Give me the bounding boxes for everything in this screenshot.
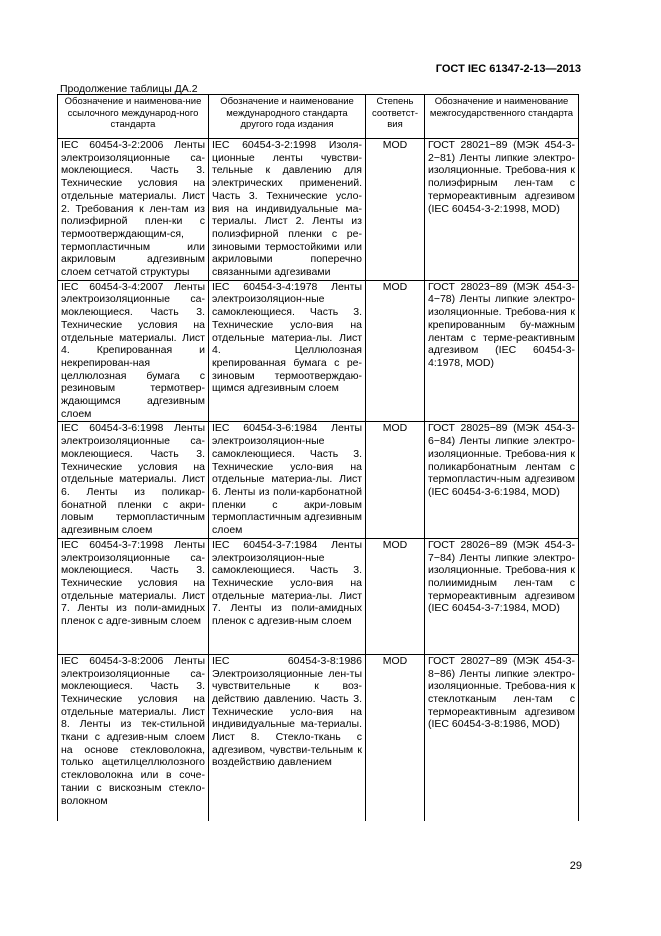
cell-degree: MOD [366, 654, 425, 821]
standards-table [57, 94, 579, 821]
cell-reference-standard: IEC 60454-3-7:1998 Ленты электроизоляционные са-моклеющиеся. Часть 3. Технические условия на отдельные материалы. Лист 7. Ленты из поли-амидных пленок с адге-зивным слоем [58, 538, 209, 654]
cell-other-year-standard: IEC 60454-3-4:1978 Ленты электроизоляцион-ные самоклеющиеся. Часть 3. Технические усло-вия на отдельные материа-лы. Лист 4. Целлюлозная крепированная бумага с ре-зиновым термоотверждаю-щимся адгезивным слоем [209, 280, 366, 422]
column-header-reference-standard: Обозначение и наименова-ние ссылочного международ-ного стандарта [58, 95, 209, 139]
table-row [58, 654, 579, 821]
cell-other-year-standard: IEC 60454-3-7:1984 Ленты электроизоляцион-ные самоклеющиеся. Часть 3. Технические усло-вия на отдельные материа-лы. Лист 7. Ленты из поли-амидных пленок с адгезив-ным слоем [209, 538, 366, 654]
cell-interstate-standard: ГОСТ 28025−89 (МЭК 454-3-6−84) Ленты липкие электро-изоляционные. Требова-ния к поликарбонатным лентам с термопластич-ным адгезивом (IEC 60454-3-6:1984, MOD) [425, 422, 579, 538]
column-header-other-year-standard: Обозначение и наименование международного стандарта другого года издания [209, 95, 366, 139]
cell-other-year-standard: IEC 60454-3-6:1984 Ленты электроизоляцион-ные самоклеющиеся. Часть 3. Технические усло-вия на отдельные материа-лы. Лист 6. Ленты из поли-карбонатной пленки с акри-ловым термопластичным адгезивным слоем [209, 422, 366, 538]
table-row [58, 538, 579, 654]
table-header-row [58, 95, 579, 139]
table-row [58, 280, 579, 422]
cell-interstate-standard: ГОСТ 28026−89 (МЭК 454-3-7−84) Ленты липкие электро-изоляционные. Требова-ния к полиимидным лен-там с термореактивным адгезивом (IEC 60454-3-7:1984, MOD) [425, 538, 579, 654]
column-header-interstate-standard: Обозначение и наименование межгосударственного стандарта [425, 95, 579, 139]
cell-degree: MOD [366, 422, 425, 538]
cell-interstate-standard: ГОСТ 28023−89 (МЭК 454-3-4−78) Ленты липкие электро-изоляционные. Требова-ния к крепированным бу-мажным лентам с терме-реактивным адгезивом (IEC 60454-3-4:1978, MOD) [425, 280, 579, 422]
table-row [58, 139, 579, 281]
cell-reference-standard: IEC 60454-3-6:1998 Ленты электроизоляционные са-моклеющиеся. Часть 3. Технические условия на отдельные материалы. Лист 6. Ленты из поликар-бонатной пленки с акри-ловым термопластичным адгезивным слоем [58, 422, 209, 538]
cell-degree: MOD [366, 538, 425, 654]
cell-degree: MOD [366, 280, 425, 422]
column-header-degree: Степень соответст-вия [366, 95, 425, 139]
cell-degree: MOD [366, 139, 425, 281]
cell-interstate-standard: ГОСТ 28027−89 (МЭК 454-3-8−86) Ленты липкие электро-изоляционные. Требова-ния к стеклотканым лен-там с термореактивным адгезивом (IEC 60454-3-8:1986, MOD) [425, 654, 579, 821]
cell-interstate-standard: ГОСТ 28021−89 (МЭК 454-3-2−81) Ленты липкие электро-изоляционные. Требова-ния к полиэфирным лен-там с термореактивным адгезивом (IEC 60454-3-2:1998, MOD) [425, 139, 579, 281]
table-row [58, 422, 579, 538]
page-number: 29 [569, 860, 582, 872]
table-caption: Продолжение таблицы ДА.2 [60, 83, 198, 95]
document-header: ГОСТ IEC 61347-2-13—2013 [435, 63, 581, 75]
cell-other-year-standard: IEC 60454-3-8:1986 Электроизоляционные лен-ты чувствительные к воз-действию давлению. Часть 3. Технические усло-вия на индивидуальные ма-териалы. Лист 8. Стекло-ткань с адгезивом, чувстви-тельным к воздействию давлением [209, 654, 366, 821]
cell-reference-standard: IEC 60454-3-2:2006 Ленты электроизоляционные са-моклеющиеся. Часть 3. Технические условия на отдельные материалы. Лист 2. Требования к лен-там из полиэфирной плен-ки с термоотверждающим-ся, термопластичным или акриловым адгезивным слоем сетчатой структуры [58, 139, 209, 281]
cell-other-year-standard: IEC 60454-3-2:1998 Изоля-ционные ленты чувстви-тельные к давлению для электрических применений. Часть 3. Технические усло-вия на индивидуальные ма-териалы. Лист 2. Ленты из полиэфирной пленки с ре-зиновыми термостойкими или акриловыми поперечно связанными адгезивами [209, 139, 366, 281]
cell-reference-standard: IEC 60454-3-4:2007 Ленты электроизоляционные са-моклеющиеся. Часть 3. Технические условия на отдельные материалы. Лист 4. Крепированная и некрепирован-ная целлюлозная бумага с резиновым термотвер-ждающимся адгезивным слоем [58, 280, 209, 422]
cell-reference-standard: IEC 60454-3-8:2006 Ленты электроизоляционные са-моклеющиеся. Часть 3. Технические условия на отдельные материалы. Лист 8. Ленты из тек-стильной ткани с адгезив-ным слоем на основе стекловолокна, только ацетилцеллюлозного стекловолокна или в соче-тании с вискозным стекло-волокном [58, 654, 209, 821]
